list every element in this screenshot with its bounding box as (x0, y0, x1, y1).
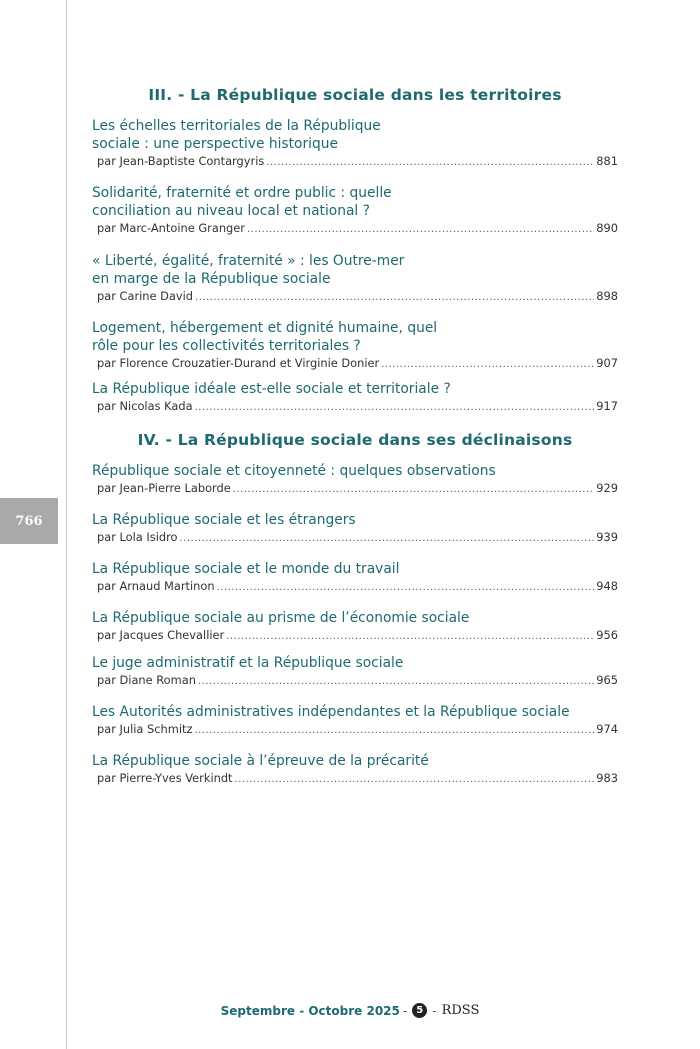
section-heading: IV. - La République sociale dans ses déclinaisons (137, 431, 573, 449)
section-heading: III. - La République sociale dans les territoires (148, 86, 562, 104)
issue-date: Septembre - Octobre 2025 (220, 1003, 400, 1018)
entry-author: par Jacques Chevallier (97, 628, 225, 642)
issue-number-badge: 5 (412, 1003, 427, 1018)
entry-title: Logement, hébergement et dignité humaine, quel rôle pour les collectivités territoriales ? (92, 320, 438, 354)
entry-title: La République sociale et le monde du travail (92, 561, 400, 577)
leader-dots (195, 400, 595, 416)
entry-author: par Jean-Baptiste Contargyris (97, 154, 265, 168)
leader-dots (266, 155, 594, 171)
leader-dots (247, 222, 594, 238)
entry-page: 948 (596, 579, 618, 593)
entry-page: 907 (596, 356, 618, 370)
margin-rule (66, 0, 67, 1049)
entry-author: par Nicolas Kada (97, 399, 193, 413)
entry-title: La République sociale au prisme de l’économie sociale (92, 610, 470, 626)
entry-title: La République sociale et les étrangers (92, 512, 356, 528)
footer-separator: - (432, 1003, 437, 1018)
entry-page: 881 (596, 154, 618, 168)
toc-entry[interactable] (92, 319, 618, 373)
leader-dots (217, 580, 595, 596)
entry-title: La République sociale à l’épreuve de la précarité (92, 753, 429, 769)
entry-title: Le juge administratif et la République sociale (92, 655, 404, 671)
entry-author: par Julia Schmitz (97, 722, 193, 736)
entry-title: « Liberté, égalité, fraternité » : les Outre-mer en marge de la République sociale (92, 253, 405, 287)
toc-entry[interactable] (92, 252, 618, 306)
leader-dots (198, 674, 594, 690)
entry-author: par Jean-Pierre Laborde (97, 481, 231, 495)
page-footer (0, 1003, 700, 1018)
entry-author: par Florence Crouzatier-Durand et Virginie Donier (97, 356, 380, 370)
leader-dots (226, 629, 594, 645)
leader-dots (180, 531, 595, 547)
toc-entry[interactable] (92, 184, 618, 238)
leader-dots (194, 723, 594, 739)
entry-page: 917 (596, 399, 618, 413)
entry-title: République sociale et citoyenneté : quelques observations (92, 463, 496, 479)
entry-author: par Diane Roman (97, 673, 196, 687)
leader-dots (381, 357, 594, 373)
entry-title: Les échelles territoriales de la République sociale : une perspective historique (92, 118, 381, 152)
entry-page: 890 (596, 221, 618, 235)
toc-entry[interactable] (92, 511, 618, 547)
journal-name: RDSS (441, 1003, 480, 1018)
toc-entry[interactable] (92, 560, 618, 596)
toc-entry[interactable] (92, 703, 618, 739)
leader-dots (235, 772, 595, 788)
entry-page: 929 (596, 481, 618, 495)
toc-entry[interactable] (92, 380, 618, 416)
footer-separator: - (402, 1003, 408, 1018)
entry-author: par Arnaud Martinon (97, 579, 215, 593)
entry-page: 974 (596, 722, 618, 736)
toc-entry[interactable] (92, 117, 618, 171)
toc-entry[interactable] (92, 752, 618, 788)
entry-page: 898 (596, 289, 618, 303)
entry-page: 965 (596, 673, 618, 687)
toc-entry[interactable] (92, 654, 618, 690)
entry-page: 956 (596, 628, 618, 642)
entry-page: 983 (596, 771, 618, 785)
table-of-contents (92, 84, 618, 788)
entry-author: par Lola Isidro (97, 530, 178, 544)
entry-title: Les Autorités administratives indépendantes et la République sociale (92, 704, 570, 720)
toc-entry[interactable] (92, 462, 618, 498)
entry-author: par Pierre-Yves Verkindt (97, 771, 233, 785)
toc-entry[interactable] (92, 609, 618, 645)
page-number: 766 (0, 498, 58, 544)
entry-title: Solidarité, fraternité et ordre public : quelle conciliation au niveau local et national ? (92, 185, 392, 219)
leader-dots (195, 290, 594, 306)
entry-title: La République idéale est-elle sociale et territoriale ? (92, 381, 451, 397)
entry-author: par Carine David (97, 289, 194, 303)
entry-page: 939 (596, 530, 618, 544)
entry-author: par Marc-Antoine Granger (97, 221, 245, 235)
leader-dots (233, 482, 594, 498)
